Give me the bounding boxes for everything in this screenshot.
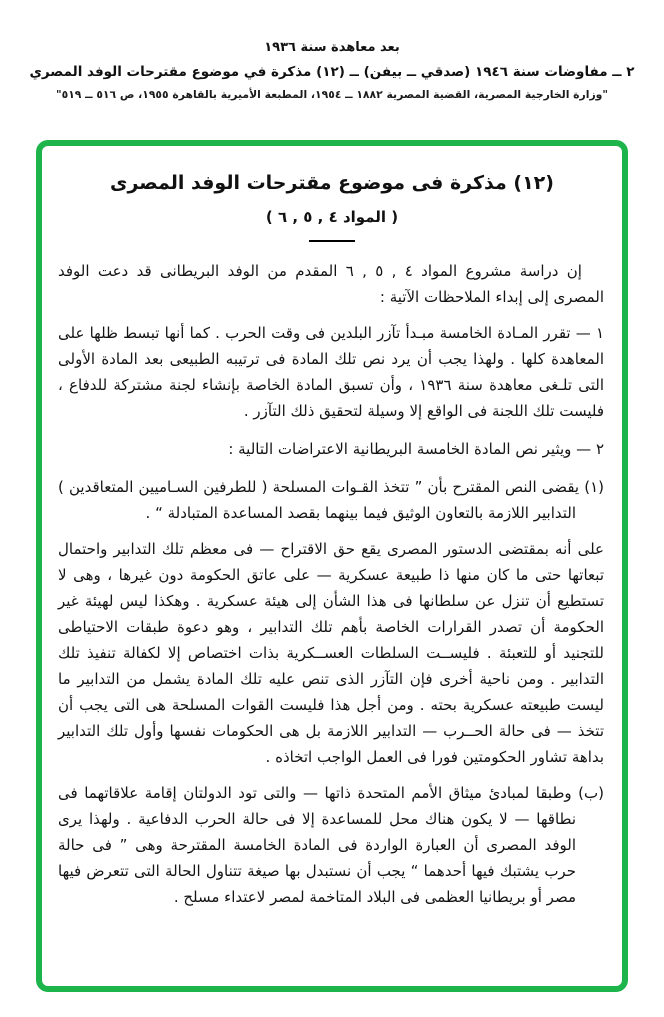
paragraph-point-1: ١ — تقرر المـادة الخامسة مبـدأ تآزر البلدين فى وقت الحرب . كما أنها تبسط ظلها على المعاهدة كلها . ولهذا يجب أن يرد نص تلك المادة فى ترتيبه الطبيعى بعد المادة الأولى التى تلـغى معاهدة سنة ١٩٣٦ ، وأن تسبق المادة الخاصة بإنشاء لجنة مشتركة للدفاع ، فليست تلك اللجنة فى الواقع إلا وسيلة لتحقيق ذلك التآزر .	[58, 324, 605, 420]
header-treaty-line: بعد معاهدة سنة ١٩٣٦	[264, 40, 400, 55]
paragraph-objection-1: (١) يقضى النص المقترح بأن ” تتخذ القـوات المسلحة ( للطرفين السـاميين المتعاقدين ) التدابير اللازمة بالتعاون الوثيق فيما بينهما بقصد المساعدة المتبادلة “ .	[58, 478, 604, 522]
title-divider-rule	[309, 240, 355, 242]
paragraph-point-2: ٢ — ويثير نص المادة الخامسة البريطانية الاعتراضات التالية :	[228, 440, 604, 458]
memo-subtitle-articles: ( المواد ٤ , ٥ , ٦ )	[265, 208, 399, 226]
paragraph-constitutional-argument: على أنه بمقتضى الدستور المصرى يقع حق الاقتراح — فى معظم تلك التدابير واحتمال تبعاتها حتى ما كان منها ذا طبيعة عسكرية — على عاتق الحكومة دون غيرها ، وهى لا تستطيع أن تنزل عن سلطانها فى هذا الشأن إلى هيئة عسكرية . وهكذا ليس لهيئة غير الحكومة أن تصدر القرارات الخاصة بأهم تلك التدابير ، وهو دعوة طبقات الاحتياطى للتجنيد أو للتعبئة . فليســت السلطات العســكرية بذات اختصاص إلا لكفالة تنفيذ تلك التدابير . ومن ناحية أخرى فإن التآزر الذى تنص عليه تلك المادة يشمل من التدابير ما ليست طبيعته عسكرية بحته . ومن أجل هذا فليست القوات المسلحة هى التى يجب أن تتخذ — فى حالة الحــرب — التدابير اللازمة بل هى الحكومات نفسها وأول تلك التدابير بداهة تشاور الحكومتين فورا فى العمل الواجب اتخاذه .	[58, 540, 604, 766]
page-header	[0, 40, 664, 101]
green-highlight-frame	[36, 140, 628, 992]
memo-title: (١٢) مذكرة فى موضوع مقترحات الوفد المصرى	[110, 172, 554, 194]
header-source-citation: "وزارة الخارجية المصرية، القضية المصرية ١٨٨٢ ــ ١٩٥٤، المطبعة الأميرية بالقاهرة ١٩٥٥، ص ٥١٦ ــ ٥١٩"	[55, 88, 609, 101]
header-negotiations-title: ٢ ــ مفاوضات سنة ١٩٤٦ (صدقي ــ بيفن) ــ (١٢) مذكرة في موضوع مقترحات الوفد المصري	[29, 64, 635, 80]
paragraph-objection-b: (ب) وطبقا لمبادئ ميثاق الأمم المتحدة ذاتها — والتى تود الدولتان إقامة علاقاتهما فى نطاقها — لا يكون هناك محل للمساعدة إلا فى حالة الحرب الدفاعية . ولهذا يرى الوفد المصرى أن العبارة الواردة فى المادة الخامسة المقترحة وهى ” فى حالة حرب يشتبك فيها أحدهما “ يجب أن نستبدل بها صيغة تتناول الحالة التى تتعرض فيها مصر أو بريطانيا العظمى فى البلاد المتاخمة لمصر لاعتداء مسلح .	[58, 784, 604, 906]
paragraph-introduction: إن دراسة مشروع المواد ٤ , ٥ , ٦ المقدم من الوفد البريطانى قد دعت الوفد المصرى إلى إبداء الملاحظات الآتية :	[58, 262, 604, 306]
